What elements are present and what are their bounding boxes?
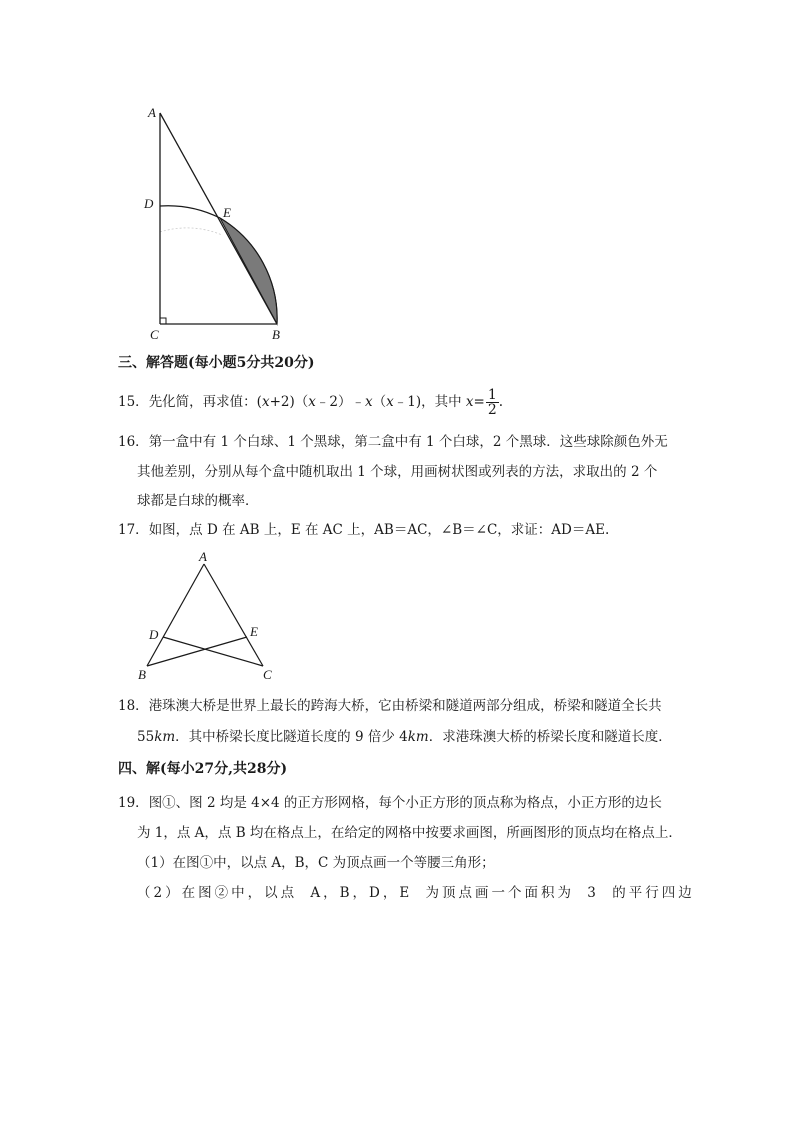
fraction-one-half <box>486 388 499 417</box>
q15-part: ﹣1)，其中 <box>393 394 466 410</box>
q15-part: （ <box>372 394 387 410</box>
q15-part: +2)（ <box>269 394 309 410</box>
figure-arc-triangle <box>130 95 310 350</box>
var-x: x <box>465 394 474 410</box>
q19-line1: 图①、图 2 均是 4×4 的正方形网格，每个小正方形的顶点称为格点，小正方形的边长 <box>148 795 662 811</box>
section-heading-4: 四、解(每小27分,共28分) <box>118 761 288 777</box>
question-19-line2: 为 1，点 A，点 B 均在格点上，在给定的网格中按要求画图，所画图形的顶点均在格点上． <box>137 825 682 841</box>
label-e: E <box>223 205 231 220</box>
label-a: A <box>199 549 207 564</box>
label-c: C <box>263 667 272 682</box>
q18-number: 18． <box>118 698 149 714</box>
figure-isosceles-triangle <box>135 548 285 683</box>
question-15 <box>118 388 503 417</box>
section-heading-3: 三、解答题(每小题5分共20分) <box>118 355 315 371</box>
q16-line1: 第一盒中有 1 个白球、1 个黑球，第二盒中有 1 个白球，2 个黑球．这些球除颜色外无 <box>148 434 668 450</box>
label-a: A <box>148 105 156 120</box>
question-18-line2 <box>137 727 672 747</box>
q15-part: ﹣2）﹣ <box>315 394 365 410</box>
q16-number: 16． <box>118 434 149 450</box>
fraction-numerator: 1 <box>487 387 497 403</box>
question-19-sub1: （1）在图①中，以点 A，B，C 为顶点画一个等腰三角形； <box>137 855 495 871</box>
var-x: x <box>261 394 270 410</box>
segment-dc <box>163 637 263 666</box>
question-19 <box>118 793 662 813</box>
unit-km: km <box>154 729 176 745</box>
question-17 <box>118 520 609 540</box>
arc-de <box>160 206 220 218</box>
label-c: C <box>150 327 159 342</box>
q15-part: . <box>498 394 504 410</box>
question-16-line2: 其他差别，分别从每个盒中随机取出 1 个球，用画树状图或列表的方法，求取出的 2 个 <box>137 464 658 480</box>
label-e: E <box>250 624 258 639</box>
question-16 <box>118 432 668 452</box>
question-16-line3: 球都是白球的概率． <box>137 493 259 509</box>
question-19-sub2: （2）在图②中，以点 A，B，D，E 为顶点画一个面积为 3 的平行四边 <box>137 885 695 901</box>
var-x: x <box>386 394 394 410</box>
question-18 <box>118 696 662 716</box>
q15-part: = <box>473 394 485 410</box>
segment-eb <box>147 637 247 666</box>
q17-number: 17． <box>118 522 149 538</box>
q19-number: 19． <box>118 795 149 811</box>
q18-part: 55 <box>137 729 155 745</box>
q17-text: 如图，点 D 在 AB 上，E 在 AC 上，AB＝AC，∠B＝∠C，求证：AD＝AE. <box>148 522 610 538</box>
segment-ab <box>160 113 277 324</box>
q15-number: 15． <box>118 394 149 410</box>
arc-dashed <box>160 228 222 235</box>
q15-text: 先化简，再求值：( <box>148 394 262 410</box>
q18-line1: 港珠澳大桥是世界上最长的跨海大桥，它由桥梁和隧道两部分组成，桥梁和隧道全长共 <box>148 698 662 714</box>
var-x: x <box>364 394 373 410</box>
unit-km: km <box>407 729 429 745</box>
var-x: x <box>308 394 316 410</box>
label-b: B <box>272 327 280 342</box>
right-angle-mark <box>160 318 166 324</box>
segment-ab <box>147 564 204 666</box>
label-b: B <box>138 667 146 682</box>
label-d: D <box>144 196 154 211</box>
q18-part: ．求港珠澳大桥的桥梁长度和隧道长度． <box>428 729 672 745</box>
segment-ac <box>204 564 263 666</box>
fraction-denominator: 2 <box>487 402 497 418</box>
label-d: D <box>149 627 159 642</box>
q18-part: ．其中桥梁长度比隧道长度的 9 倍少 4 <box>175 729 408 745</box>
